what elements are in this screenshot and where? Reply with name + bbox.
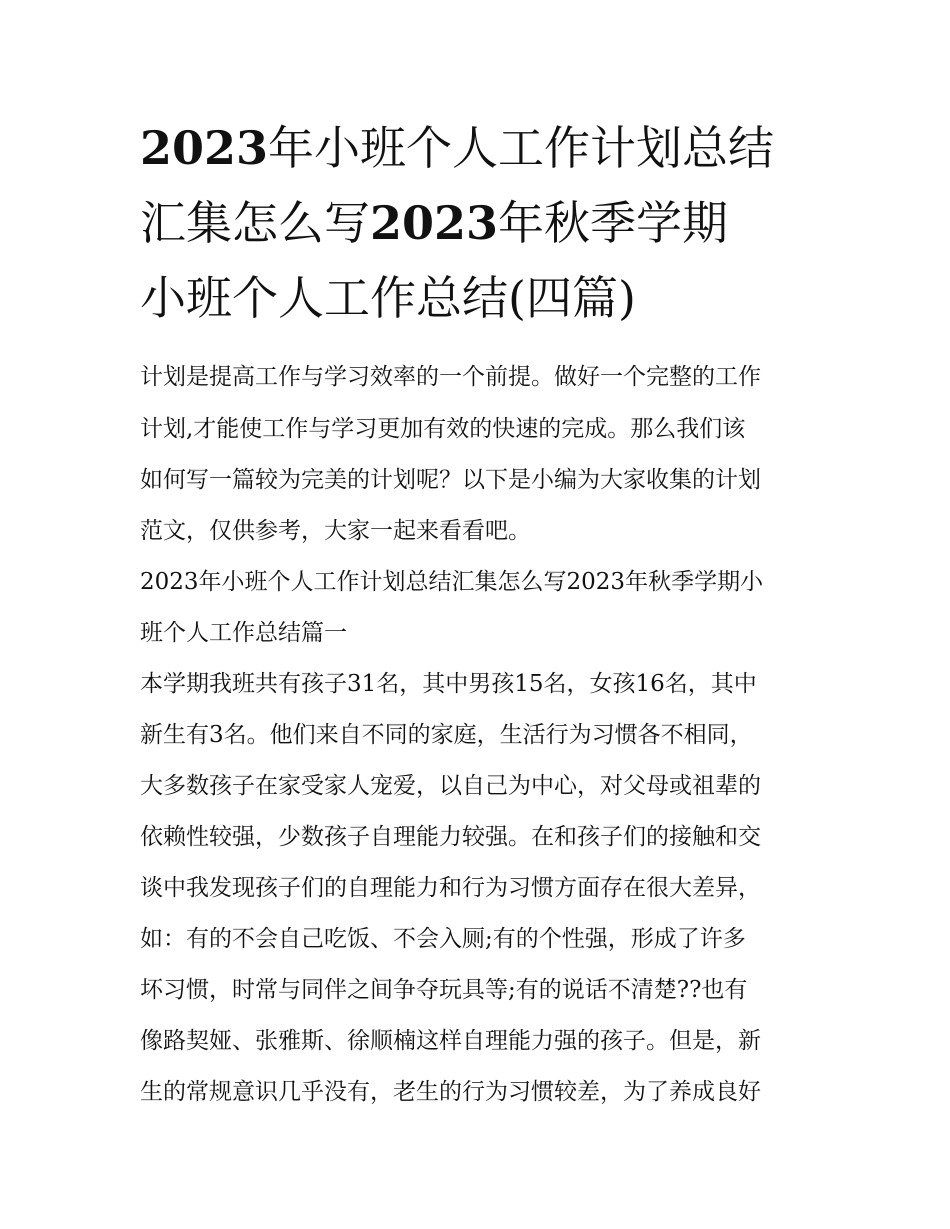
intro-line: 计划是提高工作与学习效率的一个前提。做好一个完整的工作: [140, 364, 761, 390]
paragraph-line: 如：有的不会自己吃饭、不会入厕;有的个性强，形成了许多: [140, 926, 746, 952]
paragraph-line: 大多数孩子在家受家人宠爱，以自己为中心，对父母或祖辈的: [140, 773, 761, 799]
paragraph-line: 依赖性较强，少数孩子自理能力较强。在和孩子们的接触和交: [140, 824, 761, 850]
section-heading-line: 班个人工作总结篇一: [140, 620, 347, 646]
paragraph-line: 坏习惯，时常与同伴之间争夺玩具等;有的说话不清楚??也有: [140, 977, 748, 1003]
intro-line: 范文，仅供参考，大家一起来看看吧。: [140, 518, 531, 544]
paragraph-line: 像路契娅、张雅斯、徐顺楠这样自理能力强的孩子。但是，新: [140, 1028, 761, 1054]
document-title-line-1: 2023年小班个人工作计划总结: [140, 121, 775, 175]
paragraph-line: 生的常规意识几乎没有，老生的行为习惯较差，为了养成良好: [140, 1079, 761, 1105]
paragraph-line: 本学期我班共有孩子31名，其中男孩15名，女孩16名，其中: [140, 671, 757, 697]
document-title-line-3: 小班个人工作总结(四篇): [140, 271, 636, 325]
paragraph-line: 谈中我发现孩子们的自理能力和行为习惯方面存在很大差异，: [140, 875, 761, 901]
document-title-line-2: 汇集怎么写2023年秋季学期: [140, 196, 729, 250]
section-heading-line: 2023年小班个人工作计划总结汇集怎么写2023年秋季学期小: [140, 569, 764, 595]
intro-line: 如何写一篇较为完美的计划呢？以下是小编为大家收集的计划: [140, 467, 761, 493]
intro-line: 计划,才能使工作与学习更加有效的快速的完成。那么我们该: [140, 416, 746, 442]
paragraph-line: 新生有3名。他们来自不同的家庭，生活行为习惯各不相同，: [140, 722, 753, 748]
